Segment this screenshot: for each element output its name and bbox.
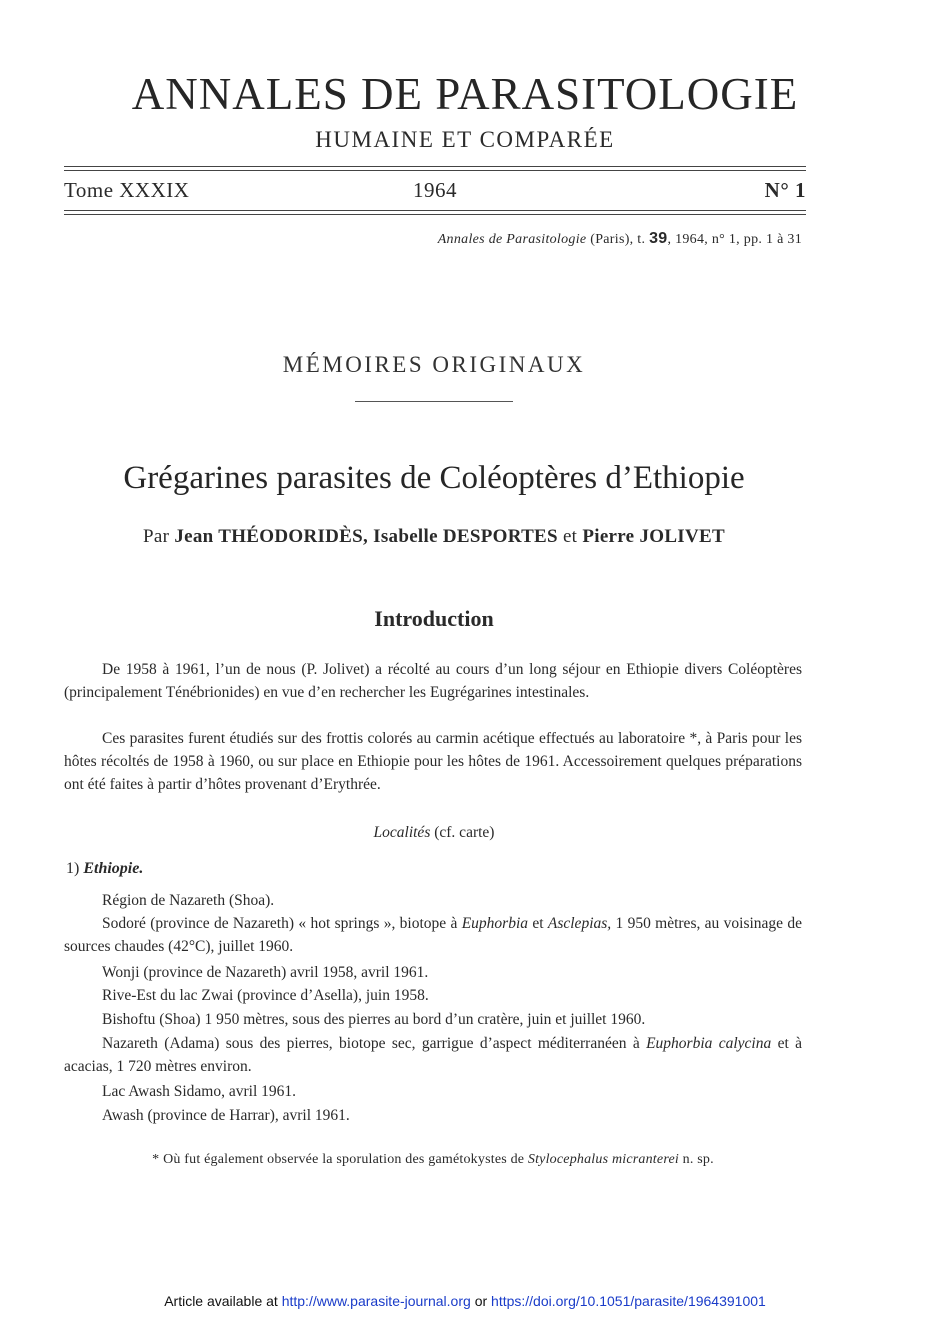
citation-journal: Annales de Parasitologie — [437, 232, 587, 247]
locality-sodore-rest: 1 950 mètres, au voisinage de sources chaudes (42°C), juillet 1960. — [64, 915, 803, 955]
locality-adama-text: Nazareth (Adama) sous des pierres, biotope sec, garrigue d’aspect méditerranéen à — [102, 1035, 647, 1052]
locality-sodore-text: Sodoré (province de Nazareth) « hot springs », biotope à — [102, 915, 462, 932]
footnote-species: Stylocephalus micranterei — [527, 1152, 679, 1167]
locality-nazareth-adama — [64, 1032, 802, 1078]
byline — [0, 526, 868, 548]
taxon-euphorbia: Euphorbia — [461, 915, 529, 932]
intro-heading: Introduction — [374, 606, 494, 631]
section-title: MÉMOIRES ORIGINAUX — [282, 352, 586, 377]
section-divider — [355, 401, 513, 402]
localites-label: Localités — [373, 824, 431, 841]
intro-paragraph-1: De 1958 à 1961, l’un de nous (P. Jolivet) a récolté au cours d’un long séjour en Ethiopie divers Coléoptères (principalement Ténébrionides) en vue d’en rechercher les Eugrégarines intestinales. — [64, 661, 802, 701]
locality-adama-rest: et à acacias, 1 720 mètres environ. — [64, 1035, 802, 1075]
localites-note: (cf. carte) — [434, 824, 495, 841]
doi-link[interactable]: https://doi.org/10.1051/parasite/1964391001 — [491, 1293, 766, 1309]
journal-subtitle: HUMAINE ET COMPARÉE — [315, 127, 615, 152]
footnote — [64, 1152, 802, 1168]
availability-prefix: Article available at — [164, 1293, 278, 1309]
citation-location: (Paris), t. — [590, 232, 646, 247]
locality-bishoftu: Bishoftu (Shoa) 1 950 mètres, sous des pierres au bord d’un cratère, juin et juillet 1960. — [102, 1011, 646, 1028]
locality-zwai: Rive-Est du lac Zwai (province d’Asella), juin 1958. — [102, 987, 429, 1004]
journal-link[interactable]: http://www.parasite-journal.org — [281, 1293, 471, 1309]
ethiopie-heading — [66, 860, 143, 878]
locality-sodore — [64, 912, 802, 958]
ethiopie-label: Ethiopie. — [83, 860, 144, 877]
availability-or: or — [474, 1293, 488, 1309]
header-rule-bottom-double — [64, 214, 806, 215]
localites-heading — [0, 824, 868, 842]
author-theodorides: Jean THÉODORIDÈS, — [174, 526, 369, 547]
byline-prefix: Par — [143, 526, 170, 547]
taxon-asclepias: Asclepias, — [547, 915, 612, 932]
ethiopie-number: 1) — [66, 860, 80, 877]
footnote-text: * Où fut également observée la sporulation des gamétokystes de — [152, 1152, 528, 1167]
locality-sodore-and: et — [528, 915, 548, 932]
header-rule-top-double — [64, 170, 806, 171]
locality-nazareth-region: Région de Nazareth (Shoa). — [102, 892, 275, 909]
taxon-euphorbia-calycina: Euphorbia calycina — [646, 1035, 772, 1052]
author-desportes: Isabelle DESPORTES — [373, 526, 558, 547]
intro-paragraph-2: Ces parasites furent étudiés sur des frottis colorés au carmin acétique effectués au laboratoire *, à Paris pour les hôtes récoltés de 1958 à 1960, ou sur place en Ethiopie pour les hôtes de 1961. Accessoirement quelques préparations ont été faites à partir d’hôtes provenant d’Erythrée. — [64, 730, 802, 793]
header-rule-top — [64, 166, 806, 167]
citation-rest: , 1964, n° 1, pp. 1 à 31 — [667, 232, 802, 247]
author-jolivet: Pierre JOLIVET — [582, 526, 725, 547]
locality-wonji: Wonji (province de Nazareth) avril 1958, avril 1961. — [102, 964, 429, 981]
tome-label: Tome XXXIX — [64, 178, 190, 202]
citation-line — [438, 230, 802, 248]
journal-title: ANNALES DE PARASITOLOGIE — [131, 69, 799, 119]
issue-year: 1964 — [413, 178, 457, 202]
byline-and: et — [562, 526, 578, 547]
article-title: Grégarines parasites de Coléoptères d’Ethiopie — [123, 460, 745, 496]
footnote-suffix: n. sp. — [678, 1152, 714, 1167]
header-rule-bottom — [64, 210, 806, 211]
citation-volume: 39 — [649, 230, 668, 247]
locality-lac-awash: Lac Awash Sidamo, avril 1961. — [102, 1083, 297, 1100]
locality-awash: Awash (province de Harrar), avril 1961. — [102, 1107, 350, 1124]
availability-line — [0, 1293, 930, 1309]
issue-number: N° 1 — [764, 178, 806, 202]
